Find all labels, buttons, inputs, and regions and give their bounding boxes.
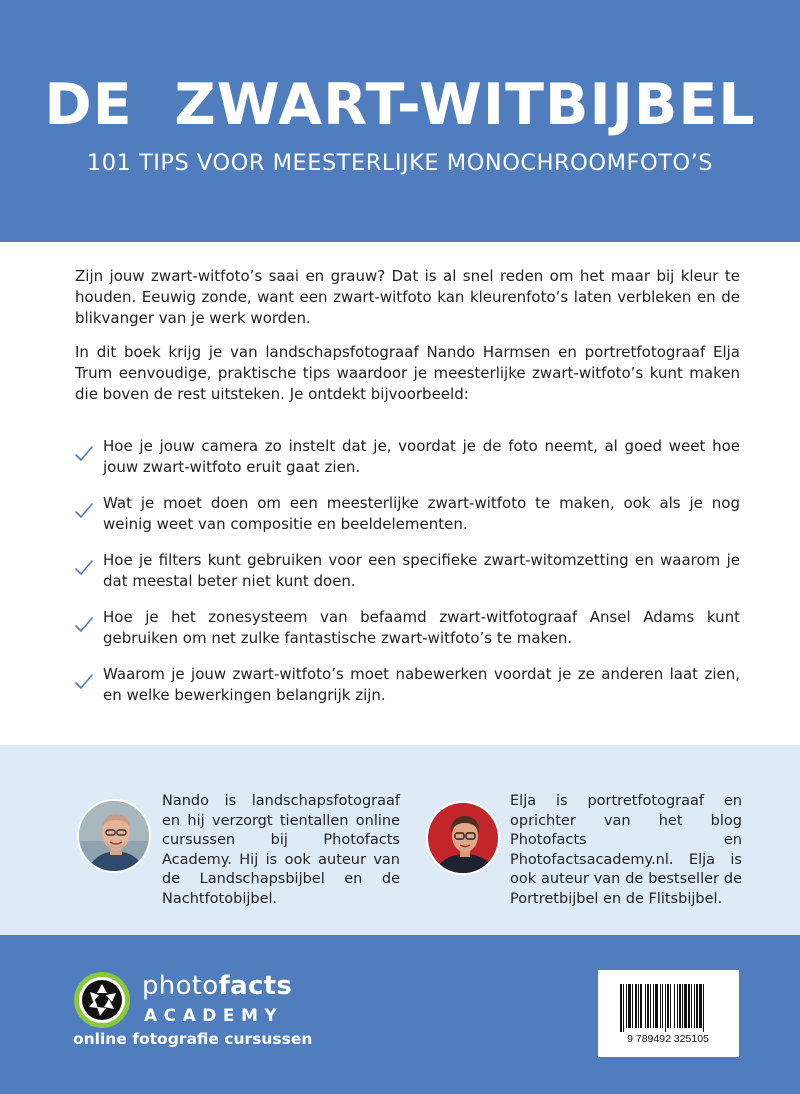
list-item-text: Wat je moet doen om een meesterlijke zwart-witfoto te maken, ook als je nog weinig weet van compositie en beeldelementen. — [103, 494, 740, 533]
barcode-bar — [699, 984, 702, 1028]
authors-section — [0, 745, 800, 935]
barcode-bar — [635, 984, 637, 1028]
aperture-logo-icon — [73, 971, 131, 1029]
barcode-bars — [620, 984, 704, 1032]
barcode-bar — [662, 984, 663, 1028]
list-item-text: Waarom je jouw zwart-witfoto’s moet nabewerken voordat je ze anderen laat zien, en welke bewerkingen belangrijk zijn. — [103, 665, 740, 704]
barcode-bar — [677, 984, 678, 1028]
checkmark-icon — [75, 617, 93, 633]
intro-paragraph-1: Zijn jouw zwart-witfoto’s saai en grauw? Dat is al snel reden om het maar bij kleur te houden. Eeuwig zonde, want een zwart-witfoto kan kleurenfoto’s laten verbleken en de blikvanger van je werk worden. — [75, 267, 740, 327]
avatar-elja — [426, 801, 500, 875]
barcode-bar — [650, 984, 651, 1028]
barcode-bar — [620, 984, 622, 1032]
barcode-bar — [653, 984, 654, 1028]
barcode-bar — [691, 984, 692, 1028]
list-item-text: Hoe je het zonesysteem van befaamd zwart-witfotograaf Ansel Adams kunt gebruiken om net zulke fantastische zwart-witfoto’s te maken. — [103, 608, 740, 647]
brand-light: photo — [142, 971, 219, 1001]
barcode-bar — [660, 984, 661, 1028]
isbn-barcode — [598, 970, 739, 1057]
barcode-bar — [623, 984, 624, 1032]
barcode-bar — [628, 984, 631, 1028]
barcode-bar — [674, 984, 675, 1028]
barcode-bar — [645, 984, 646, 1028]
list-item-text: Hoe je jouw camera zo instelt dat je, voordat je de foto neemt, al goed weet hoe jouw zwart-witfoto eruit gaat zien. — [103, 437, 740, 476]
barcode-bar — [655, 984, 658, 1028]
barcode-bar — [703, 984, 704, 1032]
barcode-bar — [682, 984, 683, 1028]
barcode-digits: 9 789492 325105 — [627, 1033, 709, 1045]
list-item-text: Hoe je filters kunt gebruiken voor een specifieke zwart-witomzetting en waarom je dat meestal beter niet kunt doen. — [103, 551, 740, 590]
barcode-bar — [688, 984, 690, 1028]
checkmark-icon — [75, 674, 93, 690]
barcode-bar — [640, 984, 642, 1028]
barcode-bar — [632, 984, 633, 1028]
barcode-bar — [647, 984, 649, 1028]
barcode-bar — [626, 984, 627, 1028]
barcode-bar — [667, 984, 669, 1028]
brand-tagline: online fotografie cursussen — [73, 1030, 313, 1048]
brand-name — [142, 971, 292, 1001]
barcode-bar — [684, 984, 687, 1028]
brand-bold: facts — [218, 971, 293, 1001]
avatar-nando — [77, 799, 151, 873]
barcode-bar — [694, 984, 695, 1028]
list-item — [75, 664, 740, 721]
list-item — [75, 550, 740, 607]
list-item — [75, 493, 740, 550]
checkmark-icon — [75, 503, 93, 519]
book-subtitle: 101 TIPS VOOR MEESTERLIJKE MONOCHROOMFOTO’S — [86, 150, 714, 176]
book-title: DE ZWART-WITBIJBEL — [44, 72, 756, 138]
brand-academy: ACADEMY — [144, 1006, 284, 1026]
tips-list — [75, 436, 740, 721]
list-item — [75, 436, 740, 493]
intro-paragraph-2: In dit boek krijg je van landschapsfotograaf Nando Harmsen en portretfotograaf Elja Trum eenvoudige, praktische tips waardoor je meesterlijke zwart-witfoto’s kunt maken die boven de rest uitsteken. Je ontdekt bijvoorbeeld: — [75, 343, 740, 403]
barcode-bar — [638, 984, 639, 1028]
barcode-bar — [670, 984, 671, 1028]
cover-footer — [0, 935, 800, 1094]
bio-elja: Elja is portretfotograaf en oprichter van het blog Photofacts en Photofactsacademy.nl. Elja is ook auteur van de bestseller de Portretbijbel en de Flitsbijbel. — [510, 793, 742, 907]
checkmark-icon — [75, 446, 93, 462]
cover-header — [0, 0, 800, 242]
bio-nando: Nando is landschapsfotograaf en hij verzorgt tientallen online cursussen bij Photofacts Academy. Hij is ook auteur van de Landschapsbijbel en de Nachtfotobijbel. — [162, 793, 400, 907]
barcode-bar — [665, 984, 666, 1032]
list-item — [75, 607, 740, 664]
barcode-bar — [696, 984, 698, 1028]
barcode-bar — [679, 984, 681, 1028]
checkmark-icon — [75, 560, 93, 576]
